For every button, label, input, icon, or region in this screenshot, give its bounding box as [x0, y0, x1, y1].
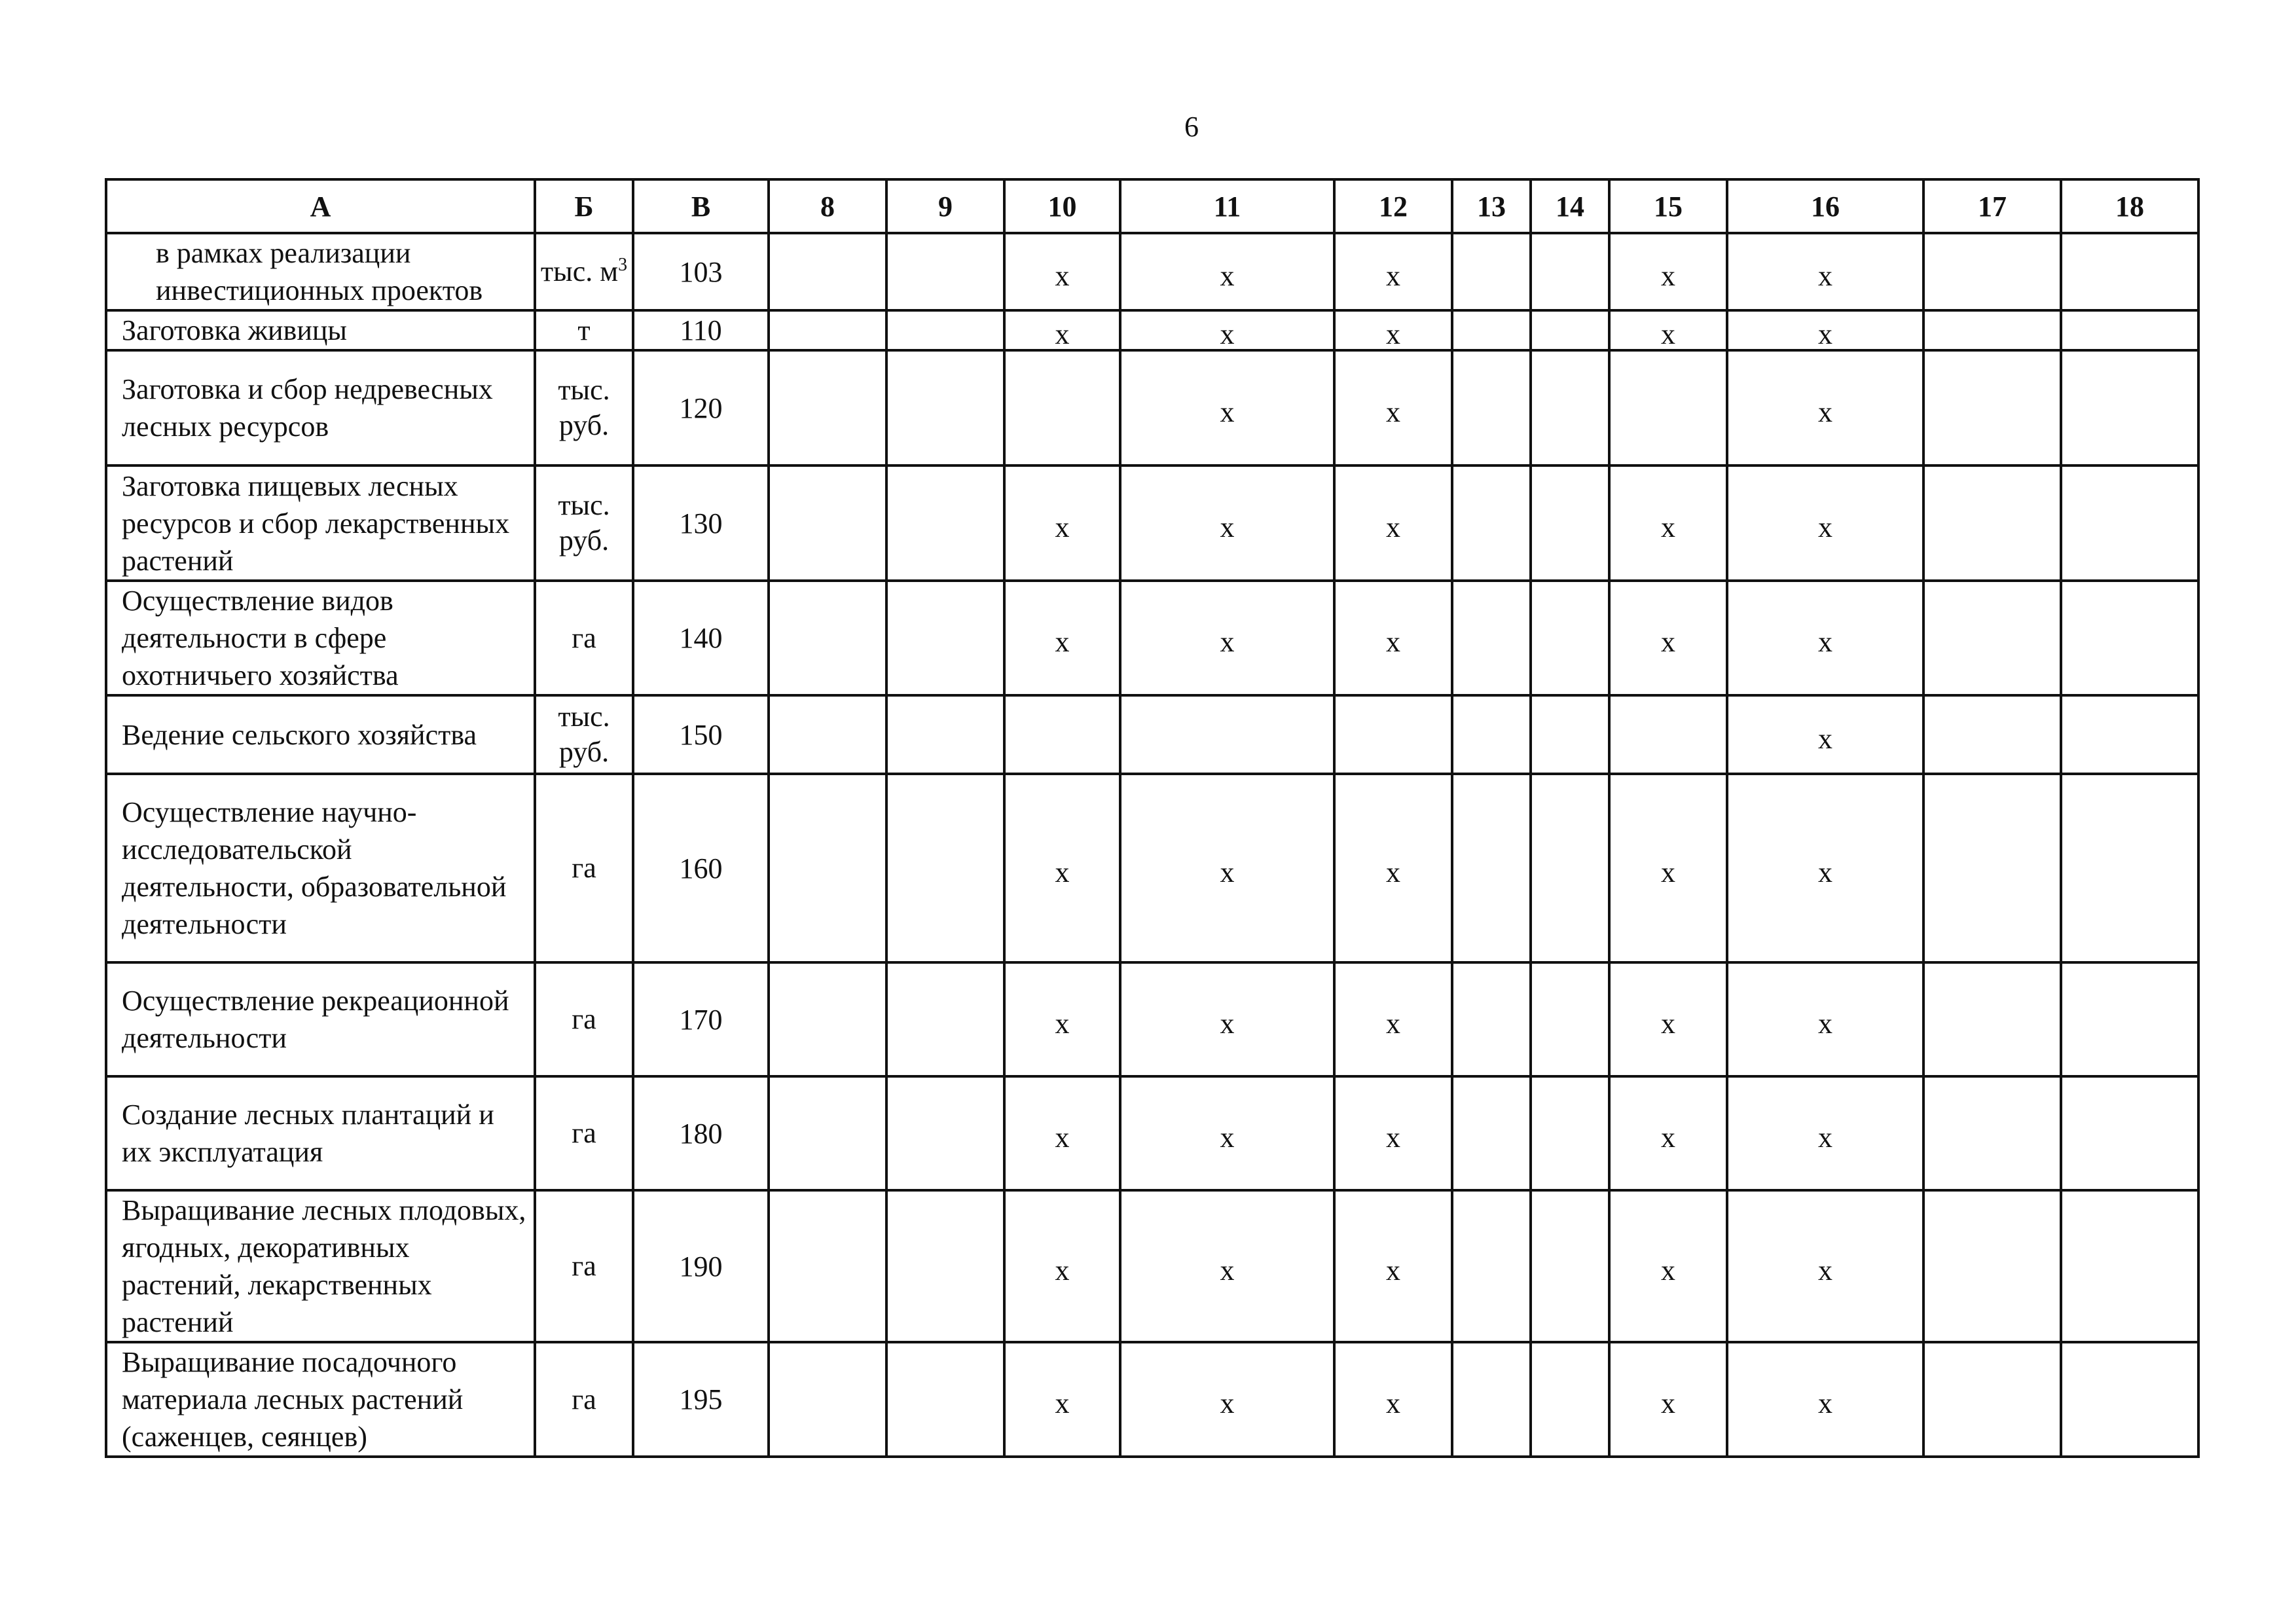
mark-cell — [2061, 581, 2198, 695]
mark-text: х — [1661, 1254, 1675, 1286]
row-unit-cell — [535, 774, 633, 962]
mark-text: х — [1055, 1007, 1070, 1040]
column-header: 9 — [886, 179, 1004, 233]
mark-text: х — [1055, 259, 1070, 292]
row-name-cell: Заготовка и сбор недревесных лесных ресурсов — [106, 350, 535, 465]
mark-text: х — [1220, 856, 1235, 888]
mark-cell — [1531, 350, 1609, 465]
mark-cell — [1004, 233, 1120, 310]
table-row — [106, 695, 2198, 774]
mark-cell — [1004, 774, 1120, 962]
mark-cell — [1727, 465, 1923, 581]
mark-cell — [1120, 1076, 1334, 1190]
column-header: 16 — [1727, 179, 1923, 233]
mark-cell — [1120, 1190, 1334, 1342]
mark-cell — [1334, 350, 1452, 465]
unit-text: тыс. м — [540, 255, 619, 287]
mark-cell — [1609, 310, 1727, 350]
row-code-cell: 140 — [633, 581, 769, 695]
mark-cell — [1923, 581, 2061, 695]
row-code-cell: 170 — [633, 962, 769, 1076]
mark-text: х — [1220, 259, 1235, 292]
mark-text: х — [1386, 1121, 1400, 1154]
column-header: 18 — [2061, 179, 2198, 233]
mark-text: х — [1386, 1387, 1400, 1419]
row-name-cell: Ведение сельского хозяйства — [106, 695, 535, 774]
mark-text: х — [1661, 511, 1675, 543]
mark-text: х — [1386, 1007, 1400, 1040]
mark-text: х — [1220, 395, 1235, 428]
mark-cell — [886, 695, 1004, 774]
mark-cell — [886, 581, 1004, 695]
mark-cell — [769, 1076, 886, 1190]
row-code-cell: 180 — [633, 1076, 769, 1190]
mark-cell — [2061, 962, 2198, 1076]
column-header: Б — [535, 179, 633, 233]
mark-cell — [769, 774, 886, 962]
mark-text: х — [1220, 1254, 1235, 1286]
mark-cell — [1452, 962, 1531, 1076]
mark-cell — [1727, 581, 1923, 695]
mark-cell — [1334, 1190, 1452, 1342]
mark-cell — [1334, 962, 1452, 1076]
mark-cell — [1609, 1190, 1727, 1342]
mark-cell — [769, 581, 886, 695]
mark-text: х — [1661, 1007, 1675, 1040]
mark-cell — [2061, 465, 2198, 581]
unit-text: тыс. руб. — [558, 701, 610, 768]
unit-text: га — [572, 1250, 596, 1282]
mark-text: х — [1055, 511, 1070, 543]
mark-cell — [2061, 1190, 2198, 1342]
mark-text: х — [1386, 856, 1400, 888]
row-unit-cell — [535, 695, 633, 774]
mark-cell — [2061, 1342, 2198, 1457]
mark-cell — [1531, 1342, 1609, 1457]
table-row — [106, 1076, 2198, 1190]
mark-cell — [1727, 350, 1923, 465]
mark-text: х — [1818, 1007, 1832, 1040]
row-unit-cell — [535, 581, 633, 695]
mark-cell — [1004, 1076, 1120, 1190]
mark-cell — [1531, 465, 1609, 581]
row-name-cell: Заготовка живицы — [106, 310, 535, 350]
mark-text: х — [1818, 626, 1832, 658]
mark-cell — [886, 350, 1004, 465]
mark-cell — [769, 1190, 886, 1342]
mark-cell — [1923, 350, 2061, 465]
mark-text: х — [1386, 318, 1400, 350]
mark-cell — [1923, 233, 2061, 310]
row-unit-cell — [535, 962, 633, 1076]
data-table — [105, 178, 2200, 1458]
mark-cell — [1334, 1342, 1452, 1457]
row-code-cell: 195 — [633, 1342, 769, 1457]
row-code-cell: 110 — [633, 310, 769, 350]
mark-text: х — [1220, 1121, 1235, 1154]
mark-cell — [1531, 695, 1609, 774]
mark-text: х — [1818, 1254, 1832, 1286]
column-header: 11 — [1120, 179, 1334, 233]
mark-cell — [1334, 465, 1452, 581]
mark-text: х — [1220, 318, 1235, 350]
row-unit-cell — [535, 310, 633, 350]
table-row — [106, 774, 2198, 962]
mark-cell — [1727, 1076, 1923, 1190]
mark-text: х — [1386, 511, 1400, 543]
mark-text: х — [1055, 1121, 1070, 1154]
mark-cell — [2061, 350, 2198, 465]
mark-cell — [1120, 581, 1334, 695]
mark-cell — [1004, 1342, 1120, 1457]
mark-cell — [1452, 774, 1531, 962]
mark-cell — [2061, 233, 2198, 310]
mark-cell — [1452, 695, 1531, 774]
mark-cell — [886, 233, 1004, 310]
mark-cell — [1452, 1190, 1531, 1342]
row-name-cell: Осуществление рекреационной деятельности — [106, 962, 535, 1076]
row-name-cell: Заготовка пищевых лесных ресурсов и сбор лекарственных растений — [106, 465, 535, 581]
mark-text: х — [1220, 626, 1235, 658]
column-header: 10 — [1004, 179, 1120, 233]
mark-cell — [1452, 1342, 1531, 1457]
unit-text: га — [572, 1383, 596, 1415]
mark-cell — [1452, 310, 1531, 350]
mark-cell — [1727, 233, 1923, 310]
mark-text: х — [1818, 511, 1832, 543]
mark-cell — [1334, 1076, 1452, 1190]
mark-cell — [1120, 695, 1334, 774]
row-name-cell: Создание лесных плантаций и их эксплуатация — [106, 1076, 535, 1190]
mark-cell — [886, 1190, 1004, 1342]
mark-cell — [1120, 774, 1334, 962]
mark-cell — [1452, 1076, 1531, 1190]
mark-cell — [1531, 1190, 1609, 1342]
page-number: 6 — [1184, 111, 1199, 143]
mark-cell — [1334, 581, 1452, 695]
table-row — [106, 465, 2198, 581]
mark-cell — [886, 774, 1004, 962]
table-row — [106, 1342, 2198, 1457]
row-unit-cell — [535, 1342, 633, 1457]
mark-text: х — [1220, 1007, 1235, 1040]
table-row — [106, 310, 2198, 350]
mark-text: х — [1386, 626, 1400, 658]
mark-cell — [1120, 1342, 1334, 1457]
table-row — [106, 1190, 2198, 1342]
mark-text: х — [1661, 1387, 1675, 1419]
column-header: 17 — [1923, 179, 2061, 233]
mark-cell — [1609, 1076, 1727, 1190]
mark-cell — [1004, 581, 1120, 695]
mark-cell — [1452, 350, 1531, 465]
mark-cell — [1727, 695, 1923, 774]
unit-text: тыс. руб. — [558, 489, 610, 556]
row-unit-cell — [535, 233, 633, 310]
mark-cell — [886, 310, 1004, 350]
mark-cell — [1452, 465, 1531, 581]
mark-cell — [1609, 581, 1727, 695]
mark-text: х — [1661, 626, 1675, 658]
unit-text: га — [572, 1117, 596, 1149]
mark-cell — [1334, 695, 1452, 774]
mark-cell — [1923, 310, 2061, 350]
table-row — [106, 962, 2198, 1076]
mark-text: х — [1661, 1121, 1675, 1154]
mark-cell — [1609, 233, 1727, 310]
mark-cell — [1923, 465, 2061, 581]
column-header: 15 — [1609, 179, 1727, 233]
row-name-cell: Осуществление научно-исследовательской деятельности, образовательной деятельности — [106, 774, 535, 962]
mark-cell — [1334, 774, 1452, 962]
column-header: 12 — [1334, 179, 1452, 233]
mark-cell — [886, 1076, 1004, 1190]
mark-cell — [1609, 1342, 1727, 1457]
mark-cell — [2061, 310, 2198, 350]
column-header: 8 — [769, 179, 886, 233]
row-unit-cell — [535, 465, 633, 581]
mark-text: х — [1386, 259, 1400, 292]
column-header: 14 — [1531, 179, 1609, 233]
mark-cell — [1004, 1190, 1120, 1342]
row-name-cell: в рамках реализации инвестиционных проектов — [106, 233, 535, 310]
mark-cell — [1531, 581, 1609, 695]
mark-cell — [2061, 1076, 2198, 1190]
mark-cell — [1120, 350, 1334, 465]
mark-cell — [769, 310, 886, 350]
table-header-row — [106, 179, 2198, 233]
mark-cell — [1120, 962, 1334, 1076]
mark-text: х — [1055, 318, 1070, 350]
mark-cell — [2061, 695, 2198, 774]
mark-cell — [1531, 310, 1609, 350]
column-header: А — [106, 179, 535, 233]
mark-cell — [1727, 962, 1923, 1076]
mark-cell — [1727, 1342, 1923, 1457]
mark-text: х — [1055, 1254, 1070, 1286]
mark-cell — [1923, 1076, 2061, 1190]
mark-cell — [1609, 465, 1727, 581]
row-unit-cell — [535, 350, 633, 465]
mark-cell — [1531, 774, 1609, 962]
mark-cell — [1609, 695, 1727, 774]
mark-cell — [1334, 310, 1452, 350]
unit-text: тыс. руб. — [558, 374, 610, 441]
mark-cell — [886, 465, 1004, 581]
mark-cell — [769, 350, 886, 465]
row-code-cell: 103 — [633, 233, 769, 310]
mark-cell — [769, 465, 886, 581]
mark-cell — [1531, 233, 1609, 310]
table-row — [106, 581, 2198, 695]
unit-text: т — [577, 314, 591, 346]
mark-cell — [769, 962, 886, 1076]
mark-cell — [1609, 350, 1727, 465]
column-header: 13 — [1452, 179, 1531, 233]
row-code-cell: 150 — [633, 695, 769, 774]
mark-cell — [769, 1342, 886, 1457]
mark-cell — [1923, 962, 2061, 1076]
mark-cell — [1923, 1190, 2061, 1342]
mark-cell — [886, 1342, 1004, 1457]
mark-cell — [2061, 774, 2198, 962]
mark-cell — [1923, 1342, 2061, 1457]
mark-text: х — [1818, 722, 1832, 755]
mark-cell — [1004, 962, 1120, 1076]
mark-text: х — [1055, 626, 1070, 658]
mark-text: х — [1661, 856, 1675, 888]
mark-cell — [1452, 233, 1531, 310]
row-code-cell: 190 — [633, 1190, 769, 1342]
mark-text: х — [1818, 395, 1832, 428]
unit-text: га — [572, 852, 596, 884]
mark-cell — [1923, 695, 2061, 774]
mark-cell — [1609, 962, 1727, 1076]
mark-cell — [1727, 310, 1923, 350]
mark-cell — [1120, 465, 1334, 581]
mark-cell — [1727, 1190, 1923, 1342]
mark-text: х — [1220, 511, 1235, 543]
mark-cell — [1727, 774, 1923, 962]
row-unit-cell — [535, 1190, 633, 1342]
mark-text: х — [1661, 259, 1675, 292]
mark-text: х — [1818, 856, 1832, 888]
row-code-cell: 130 — [633, 465, 769, 581]
mark-text: х — [1818, 1387, 1832, 1419]
mark-text: х — [1818, 318, 1832, 350]
row-name-cell: Осуществление видов деятельности в сфере охотничьего хозяйства — [106, 581, 535, 695]
mark-text: х — [1386, 395, 1400, 428]
mark-cell — [1609, 774, 1727, 962]
mark-cell — [1004, 465, 1120, 581]
mark-cell — [1452, 581, 1531, 695]
mark-cell — [1334, 233, 1452, 310]
table-row — [106, 350, 2198, 465]
mark-cell — [886, 962, 1004, 1076]
row-code-cell: 160 — [633, 774, 769, 962]
mark-cell — [1004, 350, 1120, 465]
mark-text: х — [1386, 1254, 1400, 1286]
unit-text: га — [572, 1003, 596, 1035]
mark-text: х — [1055, 1387, 1070, 1419]
mark-cell — [1120, 310, 1334, 350]
unit-superscript: 3 — [618, 255, 628, 275]
mark-text: х — [1661, 318, 1675, 350]
mark-cell — [1004, 695, 1120, 774]
mark-text: х — [1220, 1387, 1235, 1419]
row-name-cell: Выращивание лесных плодовых, ягодных, декоративных растений, лекарственных растений — [106, 1190, 535, 1342]
mark-cell — [1923, 774, 2061, 962]
mark-cell — [1004, 310, 1120, 350]
mark-text: х — [1818, 259, 1832, 292]
mark-cell — [769, 233, 886, 310]
mark-cell — [1120, 233, 1334, 310]
mark-cell — [1531, 1076, 1609, 1190]
row-unit-cell — [535, 1076, 633, 1190]
table-row — [106, 233, 2198, 310]
mark-text: х — [1818, 1121, 1832, 1154]
mark-text: х — [1055, 856, 1070, 888]
column-header: В — [633, 179, 769, 233]
row-name-cell: Выращивание посадочного материала лесных растений (саженцев, сеянцев) — [106, 1342, 535, 1457]
mark-cell — [769, 695, 886, 774]
row-code-cell: 120 — [633, 350, 769, 465]
unit-text: га — [572, 621, 596, 654]
mark-cell — [1531, 962, 1609, 1076]
